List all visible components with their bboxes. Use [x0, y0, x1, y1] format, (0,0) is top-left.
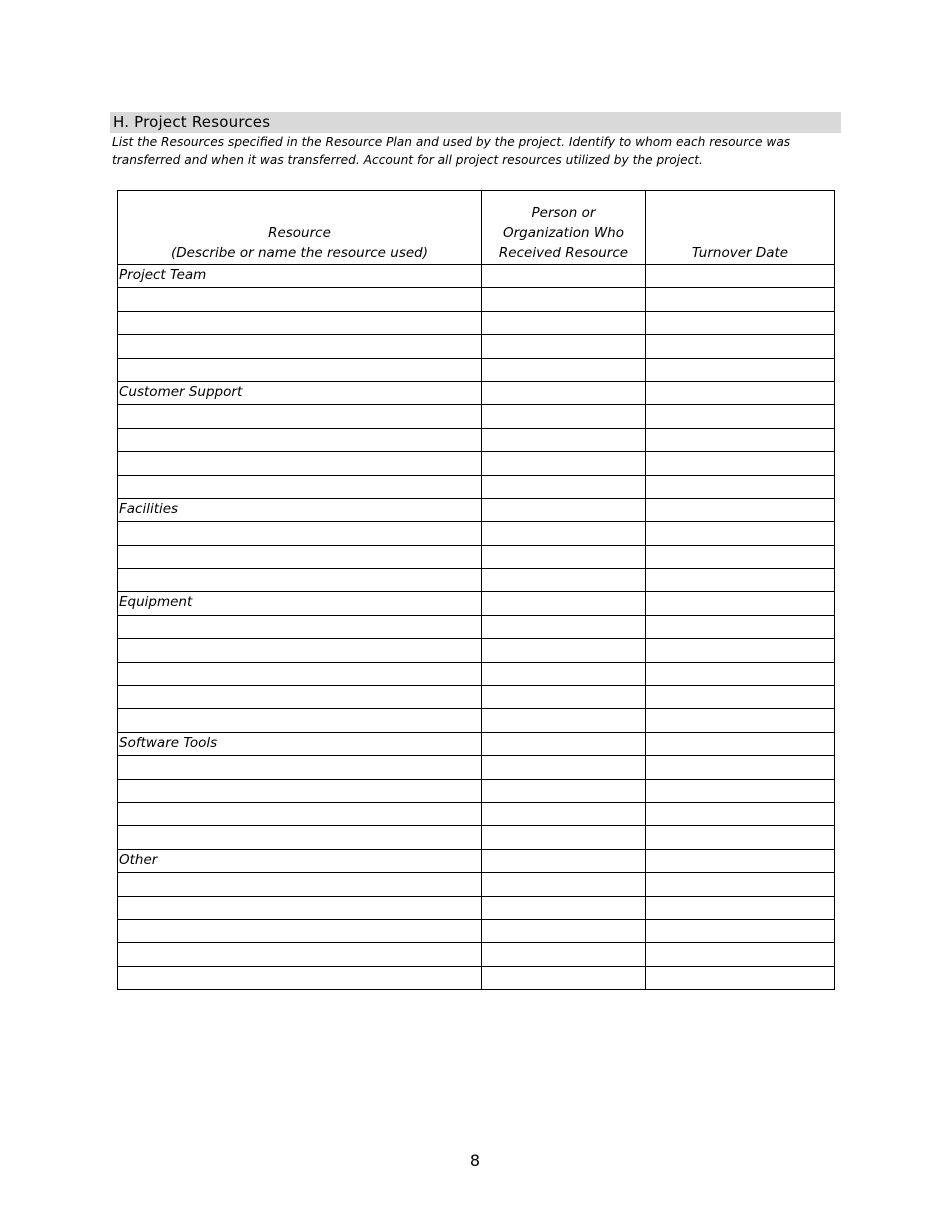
resource-category-cell[interactable]: Software Tools — [118, 732, 482, 755]
turnover-date-cell[interactable] — [646, 428, 835, 451]
recipient-cell[interactable] — [482, 896, 646, 919]
turnover-date-cell[interactable] — [646, 522, 835, 545]
resource-cell[interactable] — [118, 756, 482, 779]
table-row — [118, 779, 835, 802]
table-header-row — [118, 191, 835, 265]
table-row — [118, 802, 835, 825]
table-row — [118, 966, 835, 989]
recipient-column-header — [482, 191, 646, 265]
recipient-cell[interactable] — [482, 919, 646, 942]
recipient-cell[interactable] — [482, 452, 646, 475]
turnover-date-cell[interactable] — [646, 849, 835, 872]
table-row — [118, 662, 835, 685]
turnover-date-cell[interactable] — [646, 381, 835, 404]
table-row — [118, 452, 835, 475]
recipient-cell[interactable] — [482, 311, 646, 334]
table-row — [118, 358, 835, 381]
table-row — [118, 428, 835, 451]
resource-cell[interactable] — [118, 709, 482, 732]
resource-cell[interactable] — [118, 335, 482, 358]
recipient-cell[interactable] — [482, 732, 646, 755]
resource-header-title: Resource — [268, 225, 331, 241]
recipient-cell[interactable] — [482, 943, 646, 966]
table-row — [118, 756, 835, 779]
turnover-date-cell[interactable] — [646, 779, 835, 802]
recipient-cell[interactable] — [482, 966, 646, 989]
recipient-header-line-1: Person or — [531, 205, 596, 221]
resource-cell[interactable] — [118, 405, 482, 428]
turnover-date-cell[interactable] — [646, 498, 835, 521]
recipient-cell[interactable] — [482, 569, 646, 592]
recipient-cell[interactable] — [482, 662, 646, 685]
table-row — [118, 522, 835, 545]
turnover-date-cell[interactable] — [646, 732, 835, 755]
table-row — [118, 849, 835, 872]
resource-cell[interactable] — [118, 779, 482, 802]
recipient-cell[interactable] — [482, 405, 646, 428]
turnover-date-cell[interactable] — [646, 802, 835, 825]
turnover-date-cell[interactable] — [646, 311, 835, 334]
table-row — [118, 381, 835, 404]
table-row — [118, 569, 835, 592]
resource-cell[interactable] — [118, 919, 482, 942]
table-row — [118, 615, 835, 638]
turnover-date-cell[interactable] — [646, 452, 835, 475]
table-row — [118, 826, 835, 849]
recipient-cell[interactable] — [482, 709, 646, 732]
recipient-cell[interactable] — [482, 265, 646, 288]
section-instructions: List the Resources specified in the Resource Plan and used by the project. Identify to whom each resource was transferred and when it was transferred. Account for all project resources utilized by the project. — [112, 135, 791, 167]
turnover-date-column-header — [646, 191, 835, 265]
resource-cell[interactable] — [118, 943, 482, 966]
resource-cell[interactable] — [118, 686, 482, 709]
resource-cell[interactable] — [118, 545, 482, 568]
resource-category-cell[interactable]: Project Team — [118, 265, 482, 288]
resource-category-cell[interactable]: Facilities — [118, 498, 482, 521]
recipient-header-line-2: Organization Who — [503, 225, 624, 241]
page-number: 8 — [469, 1151, 481, 1170]
resource-cell[interactable] — [118, 569, 482, 592]
recipient-cell[interactable] — [482, 802, 646, 825]
resource-cell[interactable] — [118, 475, 482, 498]
recipient-cell[interactable] — [482, 498, 646, 521]
recipient-cell[interactable] — [482, 358, 646, 381]
resource-cell[interactable] — [118, 615, 482, 638]
resource-cell[interactable] — [118, 639, 482, 662]
table-row — [118, 335, 835, 358]
recipient-cell[interactable] — [482, 686, 646, 709]
table-row — [118, 405, 835, 428]
table-row — [118, 943, 835, 966]
table-row — [118, 732, 835, 755]
turnover-date-cell[interactable] — [646, 919, 835, 942]
section-heading: H. Project Resources — [110, 112, 841, 133]
resource-cell[interactable] — [118, 802, 482, 825]
table-row — [118, 475, 835, 498]
recipient-cell[interactable] — [482, 849, 646, 872]
resource-cell[interactable] — [118, 288, 482, 311]
resource-category-cell[interactable]: Other — [118, 849, 482, 872]
resource-cell[interactable] — [118, 896, 482, 919]
turnover-header-label: Turnover Date — [691, 245, 789, 261]
recipient-header-line-3: Received Resource — [498, 245, 629, 261]
turnover-date-cell[interactable] — [646, 405, 835, 428]
recipient-cell[interactable] — [482, 592, 646, 615]
resource-cell[interactable] — [118, 311, 482, 334]
recipient-cell[interactable] — [482, 545, 646, 568]
turnover-date-cell[interactable] — [646, 358, 835, 381]
table-row — [118, 592, 835, 615]
resource-cell[interactable] — [118, 358, 482, 381]
resource-category-cell[interactable]: Customer Support — [118, 381, 482, 404]
resource-table — [117, 190, 835, 990]
table-row — [118, 311, 835, 334]
turnover-date-cell[interactable] — [646, 545, 835, 568]
turnover-date-cell[interactable] — [646, 896, 835, 919]
turnover-date-cell[interactable] — [646, 943, 835, 966]
turnover-date-cell[interactable] — [646, 686, 835, 709]
recipient-cell[interactable] — [482, 288, 646, 311]
resource-header-subtitle: (Describe or name the resource used) — [170, 245, 429, 261]
turnover-date-cell[interactable] — [646, 826, 835, 849]
resource-cell[interactable] — [118, 966, 482, 989]
resource-cell[interactable] — [118, 428, 482, 451]
resource-cell[interactable] — [118, 452, 482, 475]
table-row — [118, 545, 835, 568]
turnover-date-cell[interactable] — [646, 639, 835, 662]
recipient-cell[interactable] — [482, 779, 646, 802]
recipient-cell[interactable] — [482, 826, 646, 849]
turnover-date-cell[interactable] — [646, 756, 835, 779]
resource-table-body — [118, 265, 835, 990]
recipient-cell[interactable] — [482, 873, 646, 896]
resource-cell[interactable] — [118, 873, 482, 896]
turnover-date-cell[interactable] — [646, 592, 835, 615]
recipient-cell[interactable] — [482, 475, 646, 498]
recipient-cell[interactable] — [482, 522, 646, 545]
resource-category-cell[interactable]: Equipment — [118, 592, 482, 615]
table-row — [118, 265, 835, 288]
turnover-date-cell[interactable] — [646, 475, 835, 498]
turnover-date-cell[interactable] — [646, 569, 835, 592]
recipient-cell[interactable] — [482, 335, 646, 358]
resource-cell[interactable] — [118, 662, 482, 685]
recipient-cell[interactable] — [482, 756, 646, 779]
recipient-cell[interactable] — [482, 639, 646, 662]
recipient-cell[interactable] — [482, 615, 646, 638]
turnover-date-cell[interactable] — [646, 615, 835, 638]
resource-cell[interactable] — [118, 522, 482, 545]
turnover-date-cell[interactable] — [646, 709, 835, 732]
turnover-date-cell[interactable] — [646, 335, 835, 358]
table-row — [118, 873, 835, 896]
table-row — [118, 919, 835, 942]
resource-cell[interactable] — [118, 826, 482, 849]
table-row — [118, 709, 835, 732]
turnover-date-cell[interactable] — [646, 873, 835, 896]
recipient-cell[interactable] — [482, 381, 646, 404]
table-row — [118, 686, 835, 709]
resource-column-header — [118, 191, 482, 265]
turnover-date-cell[interactable] — [646, 288, 835, 311]
turnover-date-cell[interactable] — [646, 662, 835, 685]
turnover-date-cell[interactable] — [646, 966, 835, 989]
table-row — [118, 896, 835, 919]
table-row — [118, 639, 835, 662]
table-row — [118, 498, 835, 521]
recipient-cell[interactable] — [482, 428, 646, 451]
table-row — [118, 288, 835, 311]
turnover-date-cell[interactable] — [646, 265, 835, 288]
